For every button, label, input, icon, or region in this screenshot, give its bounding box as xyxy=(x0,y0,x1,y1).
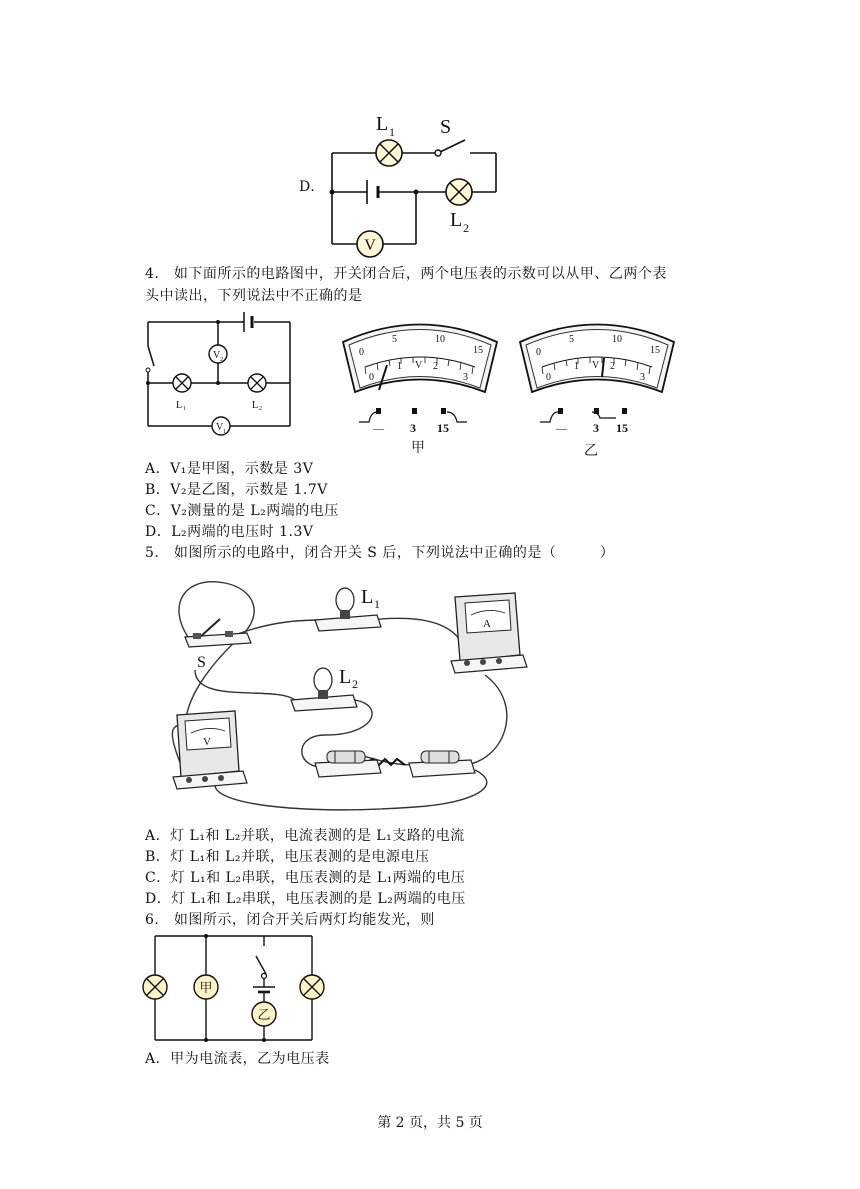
svg-text:A: A xyxy=(483,618,491,630)
svg-text:1: 1 xyxy=(374,597,380,611)
q6-option-a: A．甲为电流表，乙为电压表 xyxy=(145,1051,330,1067)
svg-text:V: V xyxy=(364,237,376,254)
meter-jia xyxy=(335,312,505,457)
svg-text:—: — xyxy=(373,423,384,435)
voltmeter-icon xyxy=(173,711,247,789)
q5-physical-circuit xyxy=(155,575,535,820)
label-s: S xyxy=(440,116,452,138)
svg-text:2: 2 xyxy=(433,361,438,372)
svg-text:V: V xyxy=(592,360,600,371)
svg-text:1: 1 xyxy=(223,429,226,435)
q4-option-a: A．V₁是甲图，示数是 3V xyxy=(145,461,314,477)
label-s: S xyxy=(197,654,206,671)
lamp-l1-icon xyxy=(376,140,402,166)
lamp-right-icon xyxy=(300,975,324,999)
q6-stem: 6. 如图所示，闭合开关后两灯均能发光，则 xyxy=(145,912,435,928)
q5-option-d: D．灯 L₁和 L₂串联，电压表测的是 L₂两端的电压 xyxy=(145,891,466,907)
svg-text:0: 0 xyxy=(546,372,551,383)
svg-text:L: L xyxy=(252,400,259,411)
svg-text:2: 2 xyxy=(610,361,615,372)
voltmeter-icon xyxy=(357,231,383,257)
meter-jia-icon xyxy=(194,975,218,999)
svg-text:3: 3 xyxy=(410,421,416,435)
q5-stem: 5. 如图所示的电路中，闭合开关 S 后，下列说法中正确的是（ ） xyxy=(145,545,615,561)
svg-text:—: — xyxy=(556,423,567,435)
meter-jia-label: 甲 xyxy=(411,441,425,456)
svg-text:5: 5 xyxy=(569,334,574,345)
svg-text:3: 3 xyxy=(593,421,599,435)
lamp-l2-icon xyxy=(248,374,266,392)
battery-1-icon xyxy=(315,751,381,777)
svg-text:L: L xyxy=(176,400,183,411)
lamp-l1-icon xyxy=(173,374,191,392)
svg-text:15: 15 xyxy=(616,421,628,435)
svg-text:1: 1 xyxy=(183,406,186,412)
switch-pivot-icon xyxy=(435,150,441,156)
meter-yi-label: 乙 xyxy=(584,444,598,457)
voltmeter-v1-icon xyxy=(212,417,230,435)
q6-circuit xyxy=(140,930,330,1045)
svg-text:5: 5 xyxy=(392,334,397,345)
q4-option-b: B．V₂是乙图，示数是 1.7V xyxy=(145,482,328,498)
svg-text:15: 15 xyxy=(437,421,449,435)
q4-stem-line2: 头中读出，下列说法中不正确的是 xyxy=(145,288,363,304)
svg-text:1: 1 xyxy=(574,361,579,372)
svg-text:L: L xyxy=(339,666,352,688)
svg-text:2: 2 xyxy=(259,406,262,412)
svg-text:0: 0 xyxy=(369,372,374,383)
q3-option-d-circuit xyxy=(320,108,510,258)
label-l2-sub: 2 xyxy=(463,221,469,235)
meter-yi xyxy=(512,312,682,457)
svg-text:3: 3 xyxy=(463,372,468,383)
svg-text:15: 15 xyxy=(650,345,660,356)
label-l1: L xyxy=(376,113,389,135)
q4-option-d: D．L₂两端的电压时 1.3V xyxy=(145,524,314,540)
svg-text:V: V xyxy=(213,350,221,361)
lamp-left-icon xyxy=(143,975,167,999)
svg-text:V: V xyxy=(415,360,423,371)
svg-text:1: 1 xyxy=(397,361,402,372)
svg-text:0: 0 xyxy=(536,347,541,358)
lamp-l2-icon xyxy=(446,179,472,205)
label-l1-sub: 1 xyxy=(389,125,395,139)
q3-option-d-label: D. xyxy=(299,179,316,195)
battery-2-icon xyxy=(409,751,475,777)
q4-circuit xyxy=(140,310,300,445)
svg-text:0: 0 xyxy=(359,347,364,358)
ammeter-icon xyxy=(451,593,527,673)
label-l2: L xyxy=(450,209,463,231)
svg-text:3: 3 xyxy=(640,372,645,383)
q5-option-a: A．灯 L₁和 L₂并联，电流表测的是 L₁支路的电流 xyxy=(145,828,465,844)
svg-text:L: L xyxy=(361,586,374,608)
q5-option-b: B．灯 L₁和 L₂并联，电压表测的是电源电压 xyxy=(145,849,430,865)
q4-option-c: C．V₂测量的是 L₂两端的电压 xyxy=(145,503,339,519)
svg-text:2: 2 xyxy=(352,677,358,691)
svg-text:V: V xyxy=(203,736,211,748)
page-footer: 第 2 页，共 5 页 xyxy=(377,1115,483,1131)
svg-text:15: 15 xyxy=(473,345,483,356)
q5-option-c: C．灯 L₁和 L₂串联，电压表测的是 L₁两端的电压 xyxy=(145,870,466,886)
q4-stem-line1: 4. 如下面所示的电路图中，开关闭合后，两个电压表的示数可以从甲、乙两个表 xyxy=(145,266,667,282)
switch-s-icon xyxy=(185,619,251,647)
svg-text:V: V xyxy=(216,422,224,433)
meter-yi-icon xyxy=(252,1002,276,1026)
svg-text:10: 10 xyxy=(435,334,445,345)
svg-text:10: 10 xyxy=(612,334,622,345)
voltmeter-v2-icon xyxy=(209,345,227,363)
svg-text:甲: 甲 xyxy=(199,980,213,995)
svg-text:乙: 乙 xyxy=(257,1007,271,1022)
svg-text:2: 2 xyxy=(220,357,223,363)
